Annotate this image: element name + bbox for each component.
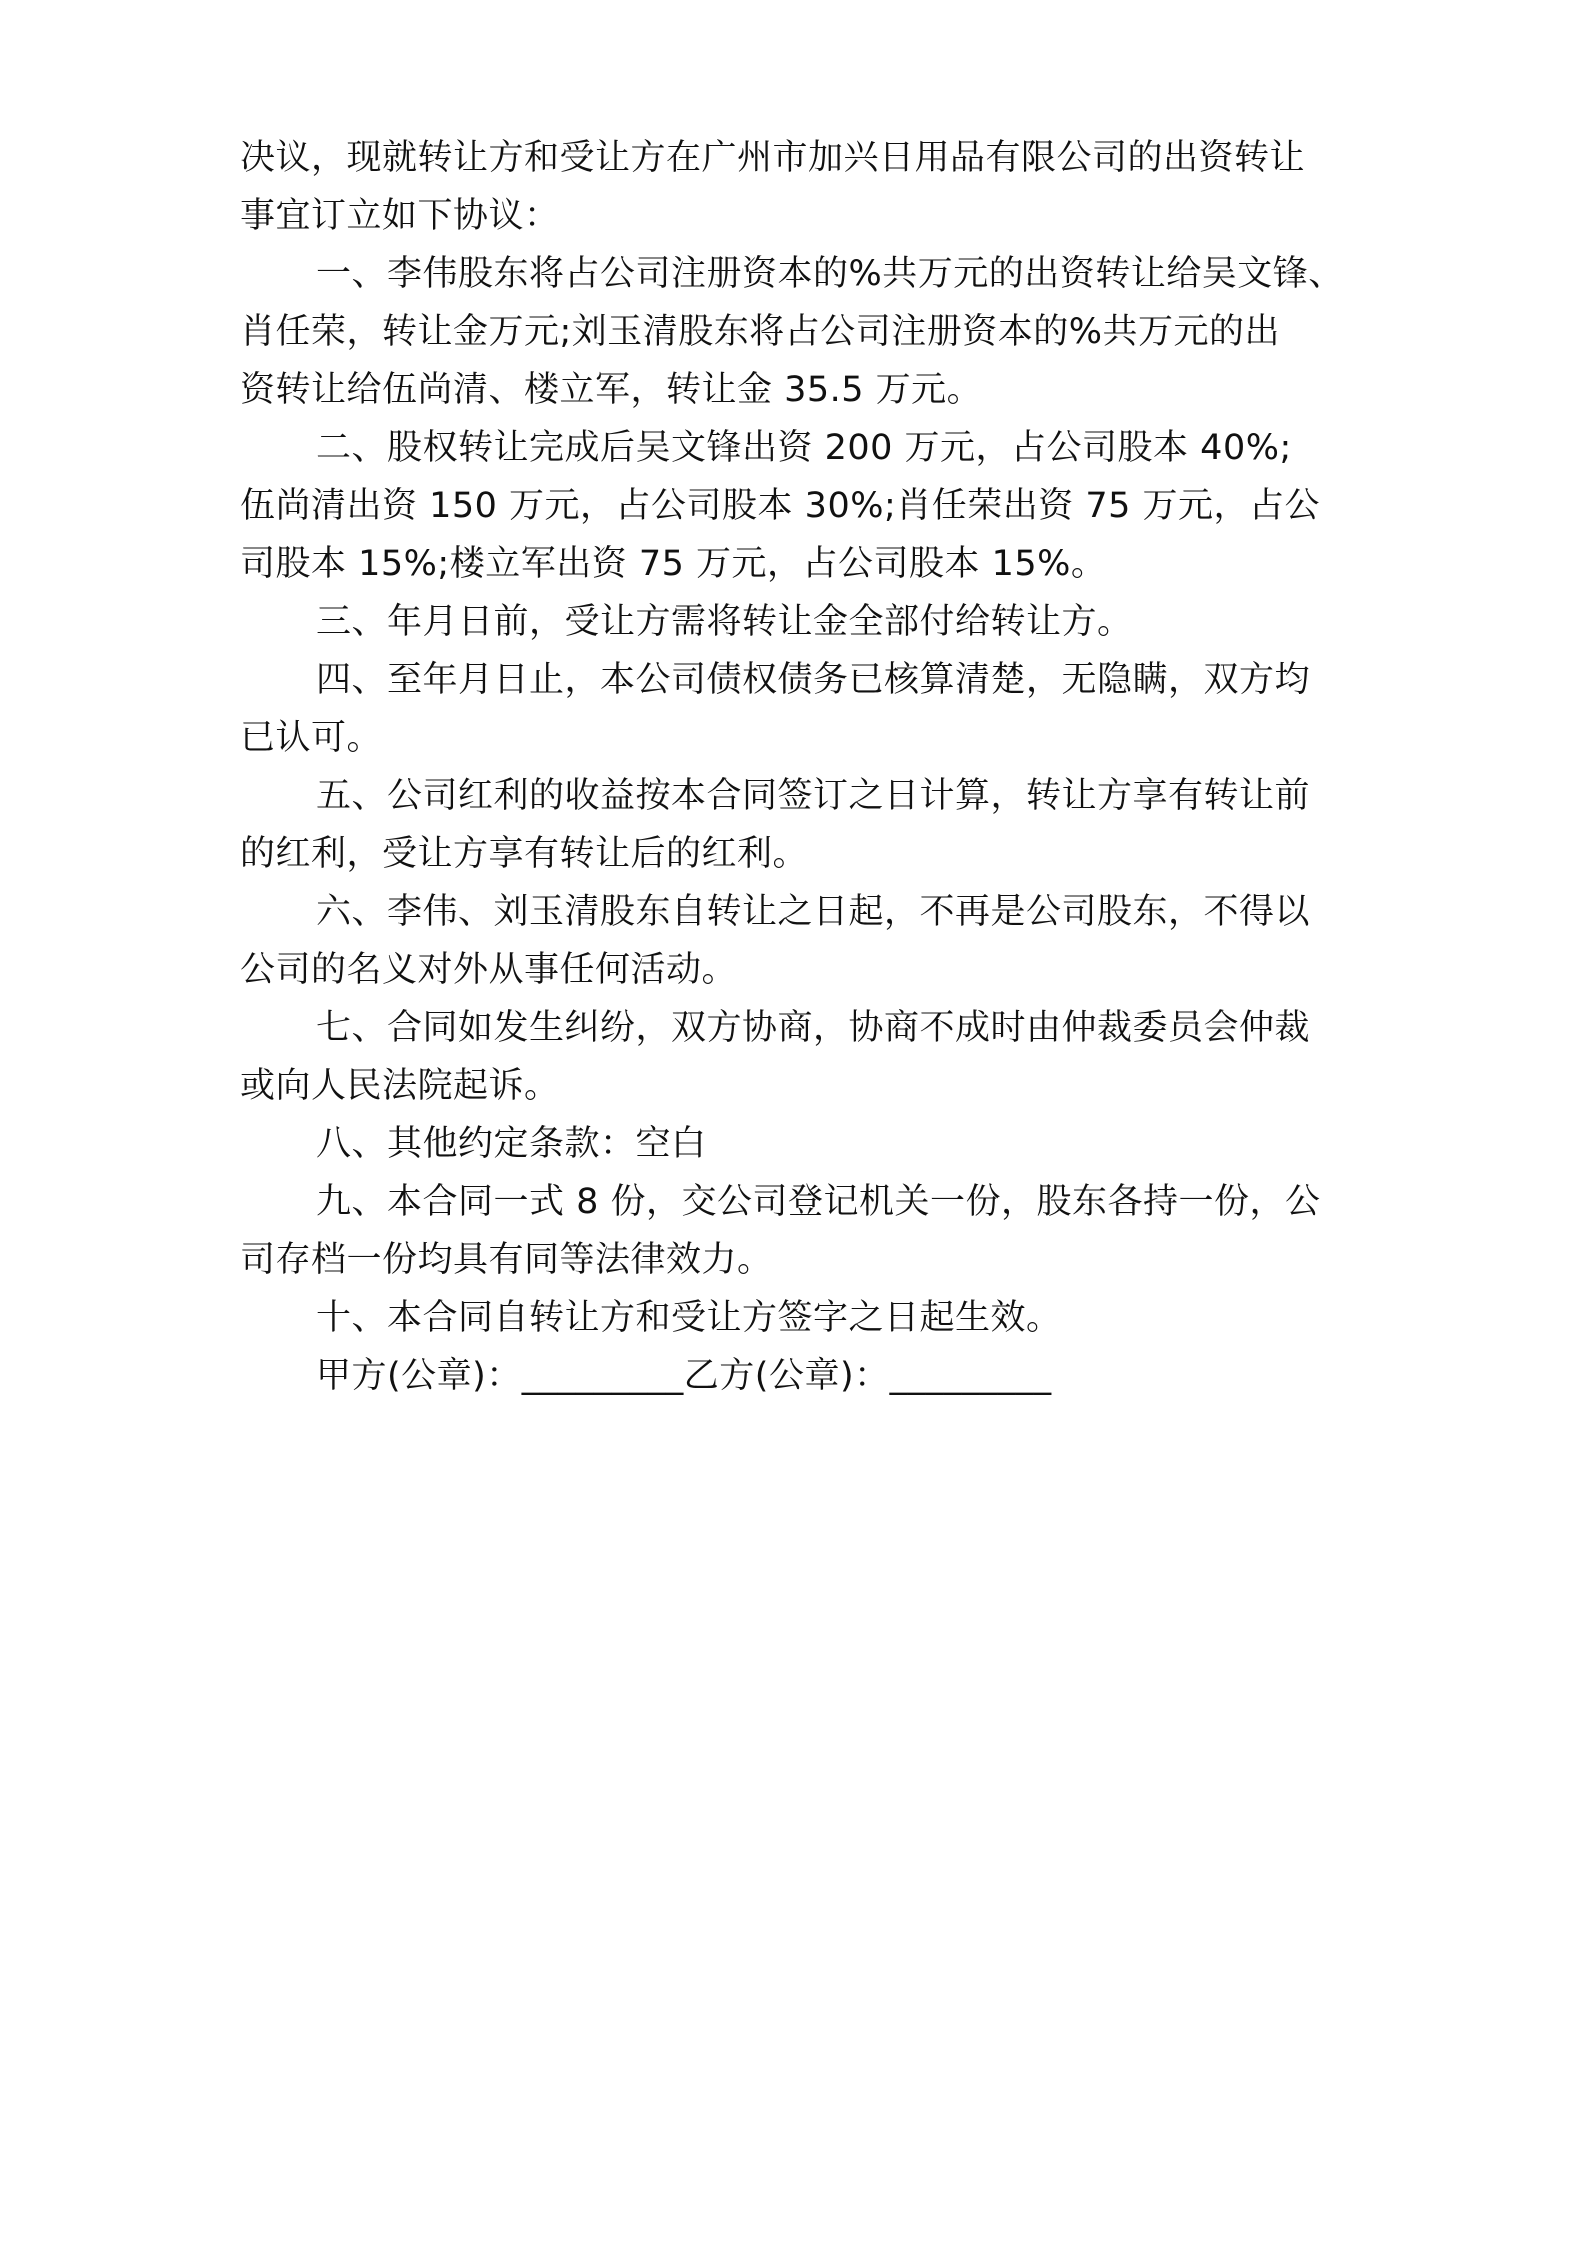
text-line: 已认可。 bbox=[240, 718, 383, 758]
text-line: 肖任荣，转让金万元;刘玉清股东将占公司注册资本的%共万元的出 bbox=[240, 312, 1281, 352]
clause-3-line: 三、年月日前，受让方需将转让金全部付给转让方。 bbox=[316, 602, 1133, 642]
clause-9-line: 九、本合同一式 8 份，交公司登记机关一份，股东各持一份，公 bbox=[316, 1182, 1321, 1222]
clause-7-line: 七、合同如发生纠纷，双方协商，协商不成时由仲裁委员会仲裁 bbox=[316, 1008, 1311, 1048]
text-line: 司股本 15%;楼立军出资 75 万元，占公司股本 15%。 bbox=[240, 544, 1107, 584]
text-line: 司存档一份均具有同等法律效力。 bbox=[240, 1240, 773, 1280]
clause-5-line: 五、公司红利的收益按本合同签订之日计算，转让方享有转让前 bbox=[316, 776, 1311, 816]
clause-4-line: 四、至年月日止，本公司债权债务已核算清楚，无隐瞒，双方均 bbox=[316, 660, 1311, 700]
text-line: 事宜订立如下协议： bbox=[240, 196, 560, 236]
signature-line: 甲方(公章)：_________乙方(公章)：_________ bbox=[316, 1356, 1052, 1396]
clause-8-line: 八、其他约定条款：空白 bbox=[316, 1124, 707, 1164]
text-line: 伍尚清出资 150 万元，占公司股本 30%;肖任荣出资 75 万元，占公 bbox=[240, 486, 1321, 526]
clause-6-line: 六、李伟、刘玉清股东自转让之日起，不再是公司股东，不得以 bbox=[316, 892, 1311, 932]
text-line: 资转让给伍尚清、楼立军，转让金 35.5 万元。 bbox=[240, 370, 983, 410]
clause-2-line: 二、股权转让完成后吴文锋出资 200 万元，占公司股本 40%; bbox=[316, 428, 1292, 468]
text-line: 决议，现就转让方和受让方在广州市加兴日用品有限公司的出资转让 bbox=[240, 138, 1306, 178]
clause-1-line: 一、李伟股东将占公司注册资本的%共万元的出资转让给吴文锋、 bbox=[316, 254, 1344, 294]
text-line: 公司的名义对外从事任何活动。 bbox=[240, 950, 738, 990]
clause-10-line: 十、本合同自转让方和受让方签字之日起生效。 bbox=[316, 1298, 1062, 1338]
text-line: 或向人民法院起诉。 bbox=[240, 1066, 560, 1106]
text-line: 的红利，受让方享有转让后的红利。 bbox=[240, 834, 809, 874]
